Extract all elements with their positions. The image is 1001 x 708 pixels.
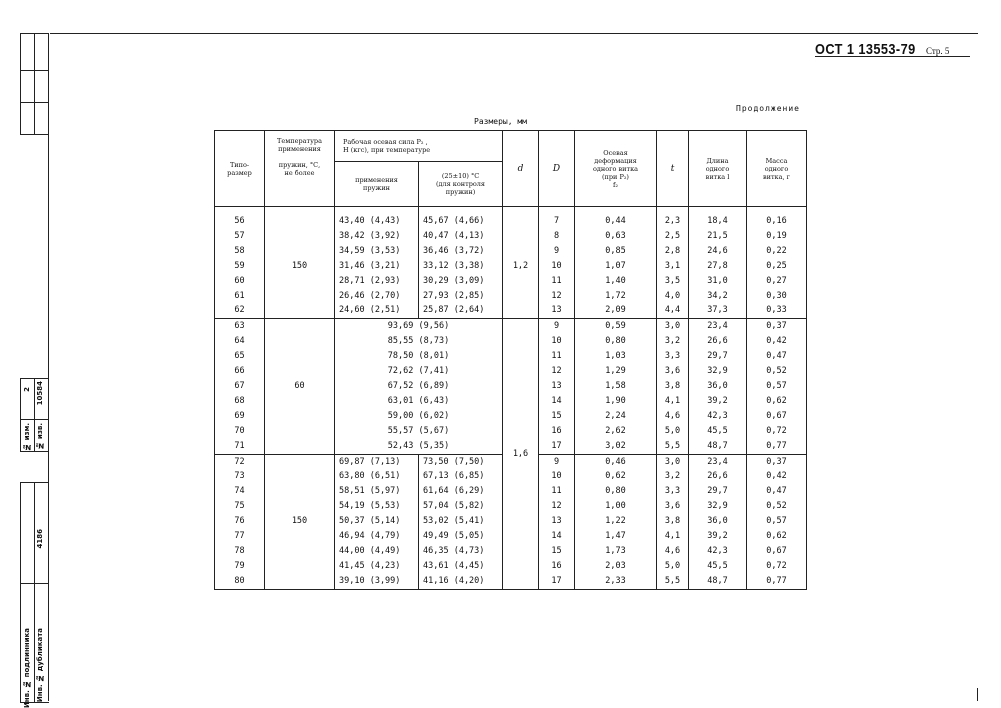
cell-length: 36,0 bbox=[689, 514, 747, 529]
page-label: Стр. 5 bbox=[926, 46, 950, 56]
cell-force-both: 93,69 (9,56) bbox=[335, 319, 503, 334]
cell-D: 14 bbox=[539, 529, 575, 544]
doc-code: ОСТ 1 13553-79 bbox=[815, 41, 916, 58]
cell-size: 80 bbox=[215, 574, 265, 589]
cell-size: 79 bbox=[215, 559, 265, 574]
cell-mass: 0,22 bbox=[747, 244, 807, 259]
cell-force-ctrl: 36,46 (3,72) bbox=[419, 244, 503, 259]
table-row bbox=[215, 214, 807, 229]
header-force-ctrl: (25±10) °С (для контроля пружин) bbox=[419, 162, 503, 207]
cell-length: 24,6 bbox=[689, 244, 747, 259]
cell-length: 39,2 bbox=[689, 529, 747, 544]
cell-D: 17 bbox=[539, 439, 575, 454]
cell-t: 4,0 bbox=[657, 289, 689, 304]
cell-deform: 0,62 bbox=[575, 469, 657, 484]
cell-t: 5,0 bbox=[657, 424, 689, 439]
cell-t: 5,5 bbox=[657, 574, 689, 589]
cell-force-app: 31,46 (3,21) bbox=[335, 259, 419, 274]
duplicate-label: Инв. № дубликата bbox=[36, 628, 44, 703]
cell-size: 63 bbox=[215, 319, 265, 334]
cell-t: 4,1 bbox=[657, 394, 689, 409]
cell-size: 66 bbox=[215, 364, 265, 379]
cell-force-both: 52,43 (5,35) bbox=[335, 439, 503, 454]
cell-t: 4,6 bbox=[657, 544, 689, 559]
cell-D: 14 bbox=[539, 394, 575, 409]
cell-deform: 2,03 bbox=[575, 559, 657, 574]
cell-D: 15 bbox=[539, 544, 575, 559]
cell-force-both: 55,57 (5,67) bbox=[335, 424, 503, 439]
cell-mass: 0,25 bbox=[747, 259, 807, 274]
cell-length: 48,7 bbox=[689, 574, 747, 589]
cell-t: 2,5 bbox=[657, 229, 689, 244]
cell-deform: 1,73 bbox=[575, 544, 657, 559]
cell-D: 16 bbox=[539, 424, 575, 439]
cell-size: 57 bbox=[215, 229, 265, 244]
cell-size: 69 bbox=[215, 409, 265, 424]
cell-force-app: 38,42 (3,92) bbox=[335, 229, 419, 244]
cell-t: 3,2 bbox=[657, 469, 689, 484]
header-D: D bbox=[539, 131, 575, 207]
cell-mass: 0,16 bbox=[747, 214, 807, 229]
cell-size: 60 bbox=[215, 274, 265, 289]
cell-D: 7 bbox=[539, 214, 575, 229]
cell-deform: 1,58 bbox=[575, 379, 657, 394]
header-length: Длина одного витка l bbox=[689, 131, 747, 207]
side-strip-revision bbox=[20, 378, 49, 452]
cell-D: 13 bbox=[539, 379, 575, 394]
cell-t: 4,1 bbox=[657, 529, 689, 544]
cell-deform: 1,07 bbox=[575, 259, 657, 274]
cell-length: 21,5 bbox=[689, 229, 747, 244]
cell-D: 10 bbox=[539, 469, 575, 484]
header-t: t bbox=[657, 131, 689, 207]
cell-D: 11 bbox=[539, 274, 575, 289]
cell-force-ctrl: 27,93 (2,85) bbox=[419, 289, 503, 304]
cell-length: 42,3 bbox=[689, 544, 747, 559]
cell-force-ctrl: 46,35 (4,73) bbox=[419, 544, 503, 559]
cell-size: 68 bbox=[215, 394, 265, 409]
table-spacer-row bbox=[215, 207, 807, 215]
cell-force-app: 54,19 (5,53) bbox=[335, 499, 419, 514]
cell-length: 32,9 bbox=[689, 364, 747, 379]
cell-force-ctrl: 61,64 (6,29) bbox=[419, 484, 503, 499]
cell-length: 42,3 bbox=[689, 409, 747, 424]
cell-force-both: 63,01 (6,43) bbox=[335, 394, 503, 409]
cell-length: 29,7 bbox=[689, 349, 747, 364]
cell-mass: 0,19 bbox=[747, 229, 807, 244]
cell-temp: 150 bbox=[265, 214, 335, 319]
cell-D: 9 bbox=[539, 319, 575, 334]
cell-D: 11 bbox=[539, 349, 575, 364]
cell-force-app: 43,40 (4,43) bbox=[335, 214, 419, 229]
cell-t: 4,4 bbox=[657, 303, 689, 318]
cell-D: 8 bbox=[539, 229, 575, 244]
cell-deform: 1,47 bbox=[575, 529, 657, 544]
cell-length: 32,9 bbox=[689, 499, 747, 514]
side-strip-bottom bbox=[20, 482, 49, 708]
cell-force-ctrl: 45,67 (4,66) bbox=[419, 214, 503, 229]
cell-t: 5,0 bbox=[657, 559, 689, 574]
cell-mass: 0,67 bbox=[747, 409, 807, 424]
cell-length: 34,2 bbox=[689, 289, 747, 304]
cell-size: 59 bbox=[215, 259, 265, 274]
cell-t: 3,0 bbox=[657, 454, 689, 469]
cell-deform: 2,09 bbox=[575, 303, 657, 318]
frame-right-line bbox=[977, 688, 978, 701]
cell-D: 16 bbox=[539, 559, 575, 574]
cell-length: 31,0 bbox=[689, 274, 747, 289]
cell-t: 3,2 bbox=[657, 334, 689, 349]
cell-deform: 0,59 bbox=[575, 319, 657, 334]
cell-mass: 0,30 bbox=[747, 289, 807, 304]
cell-size: 70 bbox=[215, 424, 265, 439]
cell-length: 39,2 bbox=[689, 394, 747, 409]
cell-deform: 0,85 bbox=[575, 244, 657, 259]
cell-D: 17 bbox=[539, 574, 575, 589]
cell-length: 45,5 bbox=[689, 559, 747, 574]
cell-mass: 0,47 bbox=[747, 349, 807, 364]
cell-force-app: 50,37 (5,14) bbox=[335, 514, 419, 529]
cell-mass: 0,37 bbox=[747, 454, 807, 469]
cell-D: 10 bbox=[539, 259, 575, 274]
cell-mass: 0,77 bbox=[747, 574, 807, 589]
cell-d: 1,6 bbox=[503, 319, 539, 589]
cell-t: 2,8 bbox=[657, 244, 689, 259]
cell-size: 65 bbox=[215, 349, 265, 364]
inv-value: 4186 bbox=[36, 529, 44, 549]
cell-length: 23,4 bbox=[689, 454, 747, 469]
cell-deform: 1,29 bbox=[575, 364, 657, 379]
cell-D: 9 bbox=[539, 454, 575, 469]
cell-t: 3,5 bbox=[657, 274, 689, 289]
cell-force-ctrl: 25,87 (2,64) bbox=[419, 303, 503, 318]
cell-length: 26,6 bbox=[689, 334, 747, 349]
cell-force-app: 28,71 (2,93) bbox=[335, 274, 419, 289]
cell-length: 23,4 bbox=[689, 319, 747, 334]
cell-size: 71 bbox=[215, 439, 265, 454]
cell-deform: 1,22 bbox=[575, 514, 657, 529]
cell-D: 15 bbox=[539, 409, 575, 424]
cell-length: 18,4 bbox=[689, 214, 747, 229]
cell-force-app: 58,51 (5,97) bbox=[335, 484, 419, 499]
cell-mass: 0,57 bbox=[747, 514, 807, 529]
cell-mass: 0,72 bbox=[747, 559, 807, 574]
cell-mass: 0,77 bbox=[747, 439, 807, 454]
cell-size: 64 bbox=[215, 334, 265, 349]
rev-value: 2 bbox=[23, 387, 31, 392]
cell-force-both: 85,55 (8,73) bbox=[335, 334, 503, 349]
cell-t: 2,3 bbox=[657, 214, 689, 229]
cell-length: 37,3 bbox=[689, 303, 747, 318]
cell-force-ctrl: 53,02 (5,41) bbox=[419, 514, 503, 529]
cell-D: 12 bbox=[539, 289, 575, 304]
cell-force-app: 34,59 (3,53) bbox=[335, 244, 419, 259]
cell-deform: 0,46 bbox=[575, 454, 657, 469]
cell-force-ctrl: 43,61 (4,45) bbox=[419, 559, 503, 574]
cell-t: 3,1 bbox=[657, 259, 689, 274]
cell-size: 77 bbox=[215, 529, 265, 544]
cell-temp: 150 bbox=[265, 454, 335, 589]
notice-value: 10584 bbox=[36, 381, 44, 406]
side-strip-top bbox=[20, 33, 49, 135]
cell-size: 67 bbox=[215, 379, 265, 394]
cell-force-app: 69,87 (7,13) bbox=[335, 454, 419, 469]
cell-force-ctrl: 67,13 (6,85) bbox=[419, 469, 503, 484]
cell-deform: 0,80 bbox=[575, 484, 657, 499]
frame-top-line bbox=[50, 33, 978, 34]
cell-t: 3,6 bbox=[657, 499, 689, 514]
cell-deform: 1,72 bbox=[575, 289, 657, 304]
header-size: Типо- размер bbox=[215, 131, 265, 207]
cell-force-ctrl: 30,29 (3,09) bbox=[419, 274, 503, 289]
cell-deform: 1,00 bbox=[575, 499, 657, 514]
cell-mass: 0,67 bbox=[747, 544, 807, 559]
cell-t: 3,8 bbox=[657, 379, 689, 394]
cell-D: 13 bbox=[539, 514, 575, 529]
cell-deform: 2,62 bbox=[575, 424, 657, 439]
cell-force-app: 26,46 (2,70) bbox=[335, 289, 419, 304]
cell-size: 76 bbox=[215, 514, 265, 529]
header-mass: Масса одного витка, г bbox=[747, 131, 807, 207]
cell-mass: 0,62 bbox=[747, 529, 807, 544]
cell-force-app: 24,60 (2,51) bbox=[335, 303, 419, 318]
cell-deform: 3,02 bbox=[575, 439, 657, 454]
cell-t: 3,3 bbox=[657, 484, 689, 499]
cell-t: 4,6 bbox=[657, 409, 689, 424]
cell-force-ctrl: 33,12 (3,38) bbox=[419, 259, 503, 274]
cell-size: 73 bbox=[215, 469, 265, 484]
cell-length: 36,0 bbox=[689, 379, 747, 394]
cell-size: 74 bbox=[215, 484, 265, 499]
cell-D: 13 bbox=[539, 303, 575, 318]
cell-t: 3,3 bbox=[657, 349, 689, 364]
cell-force-app: 63,80 (6,51) bbox=[335, 469, 419, 484]
cell-mass: 0,42 bbox=[747, 469, 807, 484]
original-label: Инв. № подлинника bbox=[23, 628, 31, 708]
cell-temp: 60 bbox=[265, 319, 335, 454]
cell-force-app: 41,45 (4,23) bbox=[335, 559, 419, 574]
cell-force-app: 44,00 (4,49) bbox=[335, 544, 419, 559]
cell-force-both: 59,00 (6,02) bbox=[335, 409, 503, 424]
cell-t: 5,5 bbox=[657, 439, 689, 454]
cell-mass: 0,27 bbox=[747, 274, 807, 289]
cell-deform: 0,44 bbox=[575, 214, 657, 229]
cell-force-both: 78,50 (8,01) bbox=[335, 349, 503, 364]
cell-force-ctrl: 40,47 (4,13) bbox=[419, 229, 503, 244]
cell-length: 26,6 bbox=[689, 469, 747, 484]
cell-mass: 0,33 bbox=[747, 303, 807, 318]
cell-mass: 0,72 bbox=[747, 424, 807, 439]
spring-table bbox=[214, 130, 807, 590]
cell-d: 1,2 bbox=[503, 214, 539, 319]
cell-mass: 0,42 bbox=[747, 334, 807, 349]
cell-deform: 1,40 bbox=[575, 274, 657, 289]
cell-force-both: 72,62 (7,41) bbox=[335, 364, 503, 379]
cell-t: 3,0 bbox=[657, 319, 689, 334]
table-row bbox=[215, 319, 807, 334]
table-body bbox=[215, 207, 807, 590]
cell-D: 11 bbox=[539, 484, 575, 499]
notice-label: № изв. bbox=[36, 423, 44, 450]
header-d: d bbox=[503, 131, 539, 207]
cell-deform: 1,90 bbox=[575, 394, 657, 409]
cell-deform: 1,03 bbox=[575, 349, 657, 364]
cell-force-both: 67,52 (6,89) bbox=[335, 379, 503, 394]
cell-force-ctrl: 57,04 (5,82) bbox=[419, 499, 503, 514]
cell-length: 48,7 bbox=[689, 439, 747, 454]
doc-code-underline bbox=[815, 56, 970, 57]
cell-size: 56 bbox=[215, 214, 265, 229]
cell-length: 29,7 bbox=[689, 484, 747, 499]
cell-size: 62 bbox=[215, 303, 265, 318]
header-force-app: применения пружин bbox=[335, 162, 419, 207]
cell-mass: 0,47 bbox=[747, 484, 807, 499]
cell-force-app: 39,10 (3,99) bbox=[335, 574, 419, 589]
cell-force-ctrl: 41,16 (4,20) bbox=[419, 574, 503, 589]
header-deform: Осевая деформация одного витка (при P₂) f₂ bbox=[575, 131, 657, 207]
cell-size: 78 bbox=[215, 544, 265, 559]
cell-size: 75 bbox=[215, 499, 265, 514]
cell-force-ctrl: 49,49 (5,05) bbox=[419, 529, 503, 544]
units-label: Размеры, мм bbox=[474, 117, 527, 126]
cell-D: 10 bbox=[539, 334, 575, 349]
cell-mass: 0,62 bbox=[747, 394, 807, 409]
cell-deform: 2,33 bbox=[575, 574, 657, 589]
cell-t: 3,6 bbox=[657, 364, 689, 379]
cell-D: 12 bbox=[539, 364, 575, 379]
cell-mass: 0,57 bbox=[747, 379, 807, 394]
cell-size: 72 bbox=[215, 454, 265, 469]
cell-t: 3,8 bbox=[657, 514, 689, 529]
rev-label: № изм. bbox=[23, 423, 31, 451]
cell-deform: 0,80 bbox=[575, 334, 657, 349]
header-temp: Температура применения пружин, °С, не более bbox=[265, 131, 335, 207]
cell-force-app: 46,94 (4,79) bbox=[335, 529, 419, 544]
cell-mass: 0,52 bbox=[747, 364, 807, 379]
cell-mass: 0,52 bbox=[747, 499, 807, 514]
cell-size: 61 bbox=[215, 289, 265, 304]
cell-deform: 0,63 bbox=[575, 229, 657, 244]
cell-force-ctrl: 73,50 (7,50) bbox=[419, 454, 503, 469]
cell-D: 9 bbox=[539, 244, 575, 259]
cell-mass: 0,37 bbox=[747, 319, 807, 334]
cell-D: 12 bbox=[539, 499, 575, 514]
header-force: Рабочая осевая сила P₂ , Н (кгс), при температуре bbox=[335, 131, 503, 162]
cell-length: 27,8 bbox=[689, 259, 747, 274]
table-header bbox=[215, 131, 807, 207]
cell-length: 45,5 bbox=[689, 424, 747, 439]
cell-size: 58 bbox=[215, 244, 265, 259]
continued-label: Продолжение bbox=[736, 104, 800, 113]
cell-deform: 2,24 bbox=[575, 409, 657, 424]
